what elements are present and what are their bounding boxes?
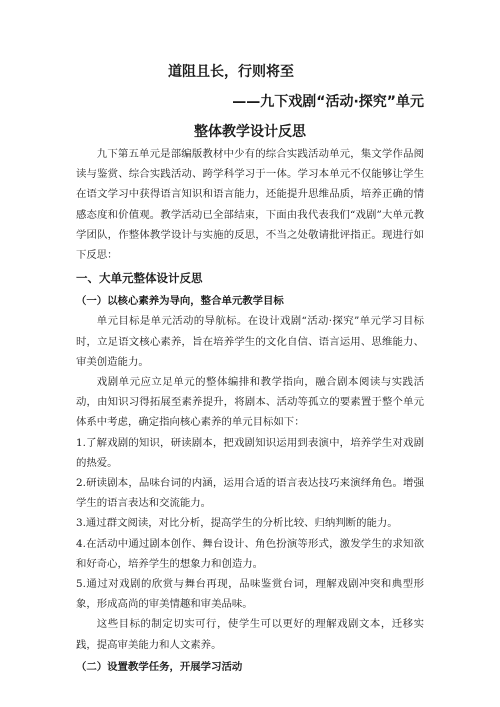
- paragraph-goals-intro: 单元目标是单元活动的导航标。在设计戏剧“活动·探究”单元学习目标时，立足语文核心素养，旨在培养学生的文化自信、语言运用、思维能力、审美创造能力。: [76, 315, 424, 368]
- subsection-heading-1: （一）以核心素养为导向，整合单元教学目标: [76, 295, 284, 308]
- document-title: 道阻且长，行则将至: [168, 64, 294, 80]
- paragraph-goals-closing: 这些目标的制定切实可行，使学生可以更好的理解戏剧文本，迁移实践，提高审美能力和人文素养。: [76, 618, 424, 651]
- paragraph-goals-detail: 戏剧单元应立足单元的整体编排和教学指向，融合剧本阅读与实践活动，由知识习得拓展至素养提升，将剧本、活动等孤立的要素置于整个单元体系中考虑，确定指向核心素养的单元目标如下：: [76, 376, 424, 429]
- list-item: 5.通过对戏剧的欣赏与舞台再现，品味鉴赏台词，理解戏剧冲突和典型形象，形成高尚的审美情趣和审美品味。: [76, 578, 424, 611]
- list-item: 4.在活动中通过剧本创作、舞台设计、角色扮演等形式，激发学生的求知欲和好奇心，培养学生的想象力和创造力。: [76, 537, 424, 570]
- list-item: 2.研读剧本，品味台词的内涵，运用合适的语言表达技巧来演绎角色。增强学生的语言表达和交流能力。: [76, 477, 424, 510]
- subsection-heading-2: （二）设置教学任务，开展学习活动: [76, 660, 243, 673]
- list-item: 1.了解戏剧的知识，研读剧本，把戏剧知识运用到表演中，培养学生对戏剧的热爱。: [76, 436, 424, 469]
- document-subtitle: ——九下戏剧“活动·探究”单元: [232, 94, 424, 110]
- intro-paragraph: 九下第五单元是部编版教材中少有的综合实践活动单元，集文学作品阅读与鉴赏、综合实践活动、跨学科学习于一体。学习本单元不仅能够让学生在语文学习中获得语言知识和语言能力，还能提升思维品质，培养正确的情感态度和价值观。教学活动已全部结束，下面由我代表我们“戏剧”大单元教学团队，作整体教学设计与实施的反思，不当之处敬请批评指正。现进行如下反思：: [76, 148, 424, 262]
- document-subtitle-2: 整体教学设计反思: [194, 124, 306, 140]
- list-item: 3.通过群文阅读，对比分析，提高学生的分析比较、归纳判断的能力。: [76, 517, 398, 530]
- section-heading: 一、大单元整体设计反思: [76, 271, 203, 286]
